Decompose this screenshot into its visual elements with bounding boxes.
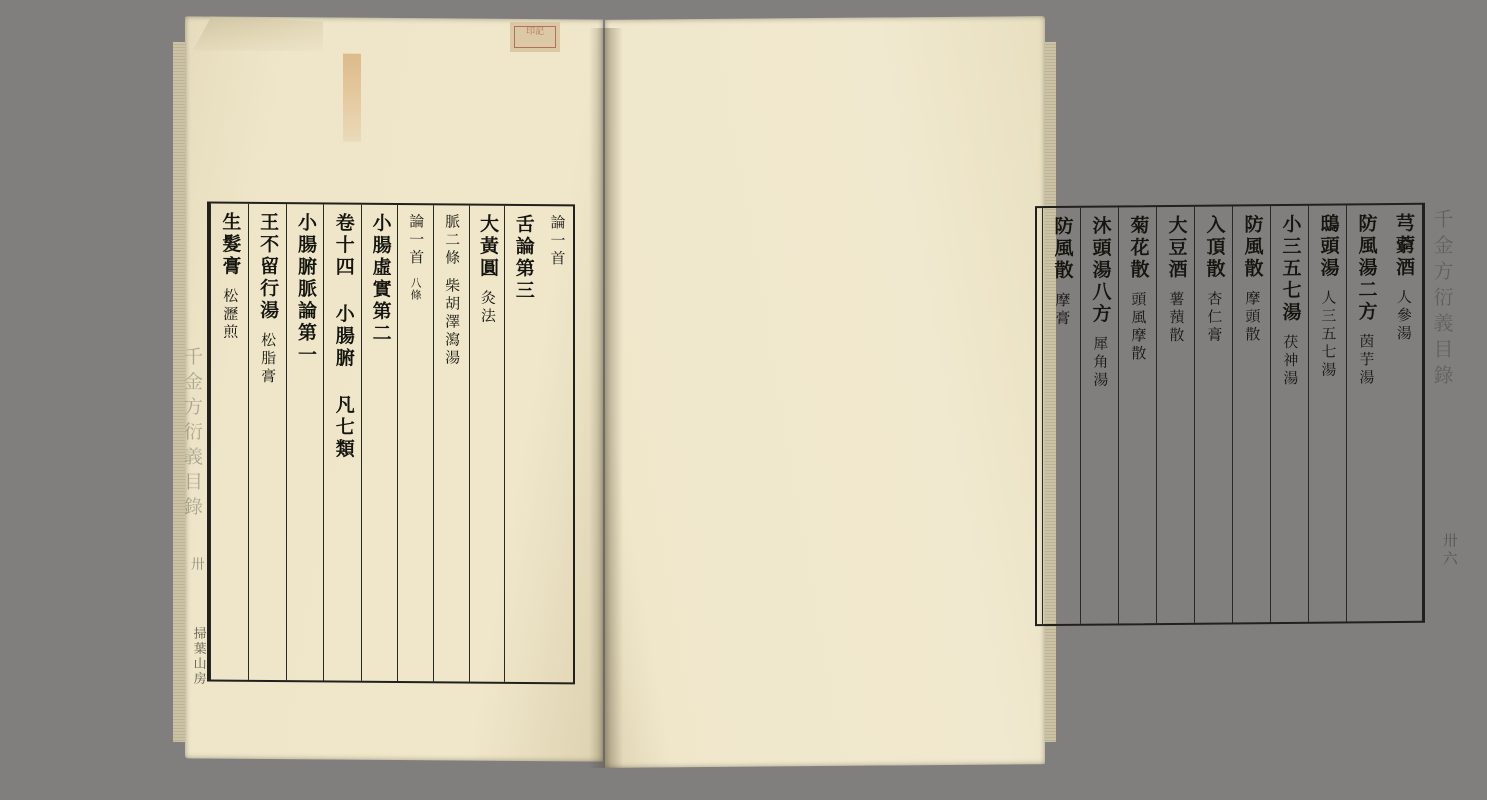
column-line: 入頂散 bbox=[1203, 214, 1226, 281]
tape-mark bbox=[343, 54, 361, 142]
column-line: 松脂膏 bbox=[259, 331, 278, 387]
column-line: 人三五七湯 bbox=[1319, 289, 1338, 380]
column-c4 bbox=[433, 205, 469, 681]
column-line: 防風散 bbox=[1051, 215, 1074, 283]
column-line: 犀角湯 bbox=[1091, 335, 1110, 390]
column-r8 bbox=[1118, 207, 1156, 623]
column-c6 bbox=[361, 205, 397, 681]
page-number-text: 卅 bbox=[188, 556, 205, 574]
publisher-text: 掃葉山房 bbox=[190, 626, 206, 687]
column-line: 小腸虛實第二 bbox=[369, 212, 392, 345]
column-line: 頭風摩散 bbox=[1129, 291, 1148, 364]
left-margin-title bbox=[181, 346, 221, 586]
column-line: 灸法 bbox=[478, 289, 497, 326]
left-text-frame bbox=[207, 202, 575, 685]
column-r1 bbox=[1384, 205, 1422, 621]
column-c3 bbox=[469, 206, 505, 682]
column-line: 菊花散 bbox=[1127, 215, 1150, 282]
book bbox=[180, 18, 1459, 783]
column-c8 bbox=[286, 204, 324, 680]
column-line: 小腸腑脈論第一 bbox=[294, 212, 317, 367]
margin-title-text: 千金方衍義目錄 bbox=[180, 346, 203, 522]
column-r4 bbox=[1270, 206, 1308, 622]
column-line: 鴟頭湯 bbox=[1317, 213, 1340, 280]
column-c2 bbox=[504, 206, 540, 682]
column-r9 bbox=[1080, 207, 1118, 623]
column-r6 bbox=[1194, 206, 1232, 622]
column-line: 茵芋湯 bbox=[1357, 333, 1376, 388]
column-line: 摩頭散 bbox=[1243, 290, 1262, 345]
right-margin-title bbox=[1431, 208, 1487, 638]
column-line: 王不留行湯 bbox=[257, 211, 280, 323]
column-c5 bbox=[397, 205, 433, 681]
right-text-frame bbox=[1035, 203, 1425, 626]
column-r5 bbox=[1232, 206, 1270, 622]
column-line: 舌論第三 bbox=[512, 213, 535, 303]
right-columns bbox=[1037, 205, 1422, 624]
column-line: 沐頭湯八方 bbox=[1089, 215, 1112, 326]
right-page bbox=[605, 16, 1459, 768]
column-line: 八條 bbox=[409, 277, 423, 302]
publisher-mark bbox=[191, 626, 205, 690]
column-line: 防風湯二方 bbox=[1355, 213, 1378, 324]
column-r7 bbox=[1156, 207, 1194, 623]
column-line: 脈二條 bbox=[443, 213, 462, 268]
column-line: 茯神湯 bbox=[1281, 333, 1300, 389]
column-c7 bbox=[323, 204, 361, 680]
column-c9 bbox=[248, 204, 286, 680]
column-c1 bbox=[540, 206, 573, 682]
column-line: 杏仁膏 bbox=[1205, 290, 1224, 345]
column-line: 摩膏 bbox=[1053, 291, 1072, 329]
page-corner-curl bbox=[193, 16, 323, 51]
column-line: 小三五七湯 bbox=[1279, 213, 1302, 325]
column-line: 柴胡澤瀉湯 bbox=[443, 277, 462, 368]
column-line: 防風散 bbox=[1241, 214, 1264, 281]
column-line: 芎藭酒 bbox=[1392, 212, 1415, 280]
column-r10 bbox=[1042, 208, 1080, 624]
column-line: 大豆酒 bbox=[1165, 214, 1188, 282]
left-page-number bbox=[189, 556, 204, 577]
right-page-number bbox=[1441, 532, 1457, 572]
column-line: 生髮膏 bbox=[219, 211, 242, 278]
seal-text: 印記 bbox=[514, 26, 556, 48]
column-line: 大黃圓 bbox=[476, 213, 499, 280]
column-r3 bbox=[1308, 205, 1346, 621]
column-line: 松瀝煎 bbox=[221, 287, 240, 342]
column-line: 人參湯 bbox=[1394, 288, 1413, 344]
collection-seal bbox=[510, 22, 560, 52]
column-line: 論一首 bbox=[407, 213, 426, 268]
column-line: 薯蕷散 bbox=[1167, 290, 1186, 346]
column-line: 論一首 bbox=[548, 214, 567, 269]
left-page bbox=[180, 16, 603, 761]
left-columns bbox=[210, 204, 573, 683]
margin-title-text: 千金方衍義目錄 bbox=[1430, 208, 1454, 391]
page-number-text: 卅六 bbox=[1440, 532, 1459, 569]
column-r2 bbox=[1346, 205, 1384, 621]
column-line: 卷十四 小腸腑 凡七類 bbox=[332, 212, 355, 461]
